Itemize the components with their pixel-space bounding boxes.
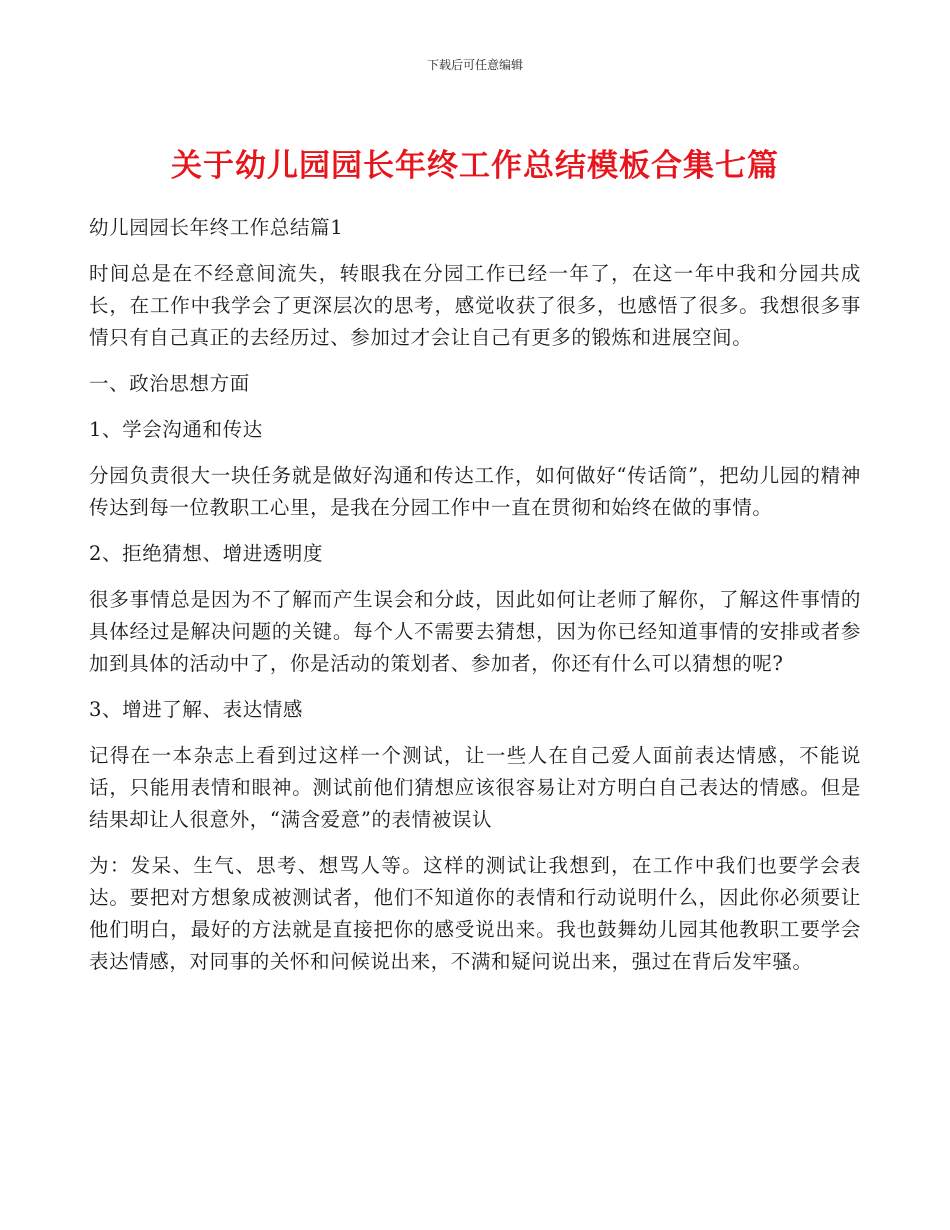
subsection-heading: 1、学会沟通和传达	[89, 418, 263, 441]
body-paragraph: 分园负责很大一块任务就是做好沟通和传达工作，如何做好“传话筒”，把幼儿园的精神传达到每一位教职工心里，是我在分园工作中一直在贯彻和始终在做的事情。	[89, 464, 861, 519]
body-paragraph: 为：发呆、生气、思考、想骂人等。这样的测试让我想到，在工作中我们也要学会表达。要把对方想象成被测试者，他们不知道你的表情和行动说明什么，因此你必须要让他们明白，最好的方法就是直接把你的感受说出来。我也鼓舞幼儿园其他教职工要学会表达情感，对同事的关怀和问候说出来，不满和疑问说出来，强过在背后发牢骚。	[89, 854, 861, 973]
subsection-heading: 3、增进了解、表达情感	[89, 698, 304, 721]
body-paragraph: 很多事情总是因为不了解而产生误会和分歧，因此如何让老师了解你，了解这件事情的具体经过是解决问题的关键。每个人不需要去猜想，因为你已经知道事情的安排或者参加到具体的活动中了，你是活动的策划者、参加者，你还有什么可以猜想的呢?	[89, 588, 861, 675]
document-title: 关于幼儿园园长年终工作总结模板合集七篇	[171, 148, 779, 184]
section-heading: 一、政治思想方面	[89, 372, 250, 395]
header-note: 下载后可任意编辑	[426, 58, 523, 72]
document-body	[89, 212, 861, 992]
subsection-heading: 2、拒绝猜想、增进透明度	[89, 542, 324, 565]
body-paragraph: 时间总是在不经意间流失，转眼我在分园工作已经一年了，在这一年中我和分园共成长，在工作中我学会了更深层次的思考，感觉收获了很多，也感悟了很多。我想很多事情只有自己真正的去经历过、参加过才会让自己有更多的锻炼和进展空间。	[89, 262, 861, 349]
section-title: 幼儿园园长年终工作总结篇1	[89, 216, 344, 239]
body-paragraph: 记得在一本杂志上看到过这样一个测试，让一些人在自己爱人面前表达情感，不能说话，只能用表情和眼神。测试前他们猜想应该很容易让对方明白自己表达的情感。但是结果却让人很意外，“满含爱意”的表情被误认	[89, 744, 861, 831]
